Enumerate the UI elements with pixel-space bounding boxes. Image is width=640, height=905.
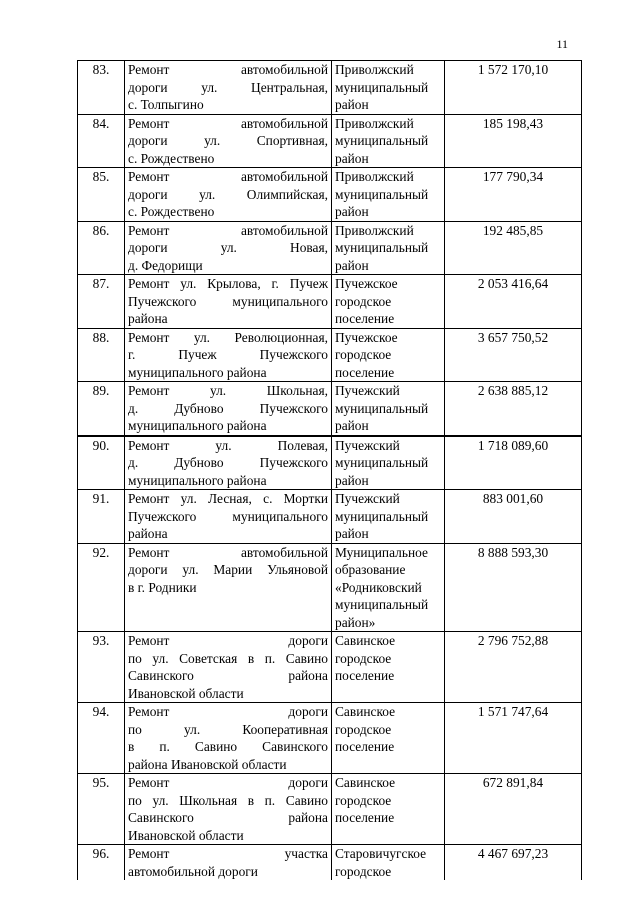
object-name-line: дороги ул. Новая, <box>128 240 328 255</box>
table-row <box>78 61 582 115</box>
object-name-line: Ремонт автомобильной <box>128 169 328 184</box>
object-name <box>125 845 332 881</box>
table-row <box>78 114 582 168</box>
amount: 192 485,85 <box>445 221 582 275</box>
object-name <box>125 168 332 222</box>
object-name-line: Ремонт ул. Крылова, г. Пучеж <box>128 276 328 291</box>
municipality: Пучежский муниципальный район <box>332 436 445 490</box>
object-name-line: по ул. Кооперативная <box>128 721 328 737</box>
row-number: 95. <box>78 774 125 845</box>
object-name-line: муниципального района <box>128 472 267 488</box>
object-name-line: с. Рождествено <box>128 150 215 166</box>
row-number: 83. <box>78 61 125 115</box>
object-name-line: с. Толпыгино <box>128 97 204 112</box>
object-name-line: муниципального района <box>128 418 267 433</box>
municipality: Савинское городское поселение <box>332 774 445 845</box>
table-row <box>78 275 582 329</box>
object-name <box>125 436 332 490</box>
object-name-line: в г. Родники <box>128 579 197 595</box>
object-name-line: района Ивановской области <box>128 756 287 772</box>
object-name-line: Савинского района <box>128 668 328 683</box>
row-number: 87. <box>78 275 125 329</box>
municipality: Приволжский муниципальный район <box>332 221 445 275</box>
table-body <box>78 61 582 881</box>
municipality: Приволжский муниципальный район <box>332 168 445 222</box>
row-number: 85. <box>78 168 125 222</box>
object-name-line: дороги ул. Олимпийская, <box>128 186 328 202</box>
row-number: 91. <box>78 490 125 544</box>
municipality: Пучежское городское поселение <box>332 328 445 382</box>
municipality: Пучежский муниципальный район <box>332 382 445 436</box>
row-number: 88. <box>78 328 125 382</box>
row-number: 86. <box>78 221 125 275</box>
table-row <box>78 543 582 632</box>
row-number: 96. <box>78 845 125 881</box>
object-name-line: дороги ул. Марии Ульяновой <box>128 562 328 577</box>
object-name-line: Ремонт автомобильной <box>128 544 328 560</box>
object-name <box>125 221 332 275</box>
object-name <box>125 328 332 382</box>
object-name <box>125 490 332 544</box>
object-name-line: г. Пучеж Пучежского <box>128 347 328 362</box>
object-name-line: района <box>128 526 168 541</box>
object-name-line: д. Федорищи <box>128 257 203 273</box>
table-row <box>78 168 582 222</box>
object-name <box>125 632 332 703</box>
municipality: Савинское городское поселение <box>332 703 445 774</box>
table-row <box>78 774 582 845</box>
object-name-line: автомобильной дороги <box>128 863 258 879</box>
object-name-line: Ремонт дороги <box>128 775 328 790</box>
object-name-line: муниципального района <box>128 364 267 380</box>
amount: 1 572 170,10 <box>445 61 582 115</box>
object-name-line: по ул. Школьная в п. Савино <box>128 792 328 808</box>
amount: 4 467 697,23 <box>445 845 582 881</box>
road-repair-table <box>77 60 582 880</box>
object-name <box>125 703 332 774</box>
object-name-line: Ремонт ул. Лесная, с. Мортки <box>128 491 328 506</box>
object-name-line: д. Дубново Пучежского <box>128 455 328 470</box>
amount: 3 657 750,52 <box>445 328 582 382</box>
table-row <box>78 221 582 275</box>
object-name <box>125 61 332 115</box>
amount: 2 053 416,64 <box>445 275 582 329</box>
object-name-line: Ремонт ул. Школьная, <box>128 383 328 398</box>
object-name-line: Пучежского муниципального <box>128 293 328 309</box>
object-name <box>125 382 332 436</box>
object-name-line: Ремонт дороги <box>128 704 328 719</box>
object-name-line: д. Дубново Пучежского <box>128 400 328 416</box>
object-name-line: района <box>128 311 168 326</box>
table-row <box>78 328 582 382</box>
object-name-line: в п. Савино Савинского <box>128 739 328 754</box>
row-number: 90. <box>78 436 125 490</box>
amount: 8 888 593,30 <box>445 543 582 632</box>
object-name-line: по ул. Советская в п. Савино <box>128 650 328 666</box>
table-row <box>78 632 582 703</box>
table-row <box>78 382 582 436</box>
row-number: 89. <box>78 382 125 436</box>
object-name-line: Ивановской области <box>128 827 244 843</box>
municipality: Савинское городское поселение <box>332 632 445 703</box>
object-name <box>125 774 332 845</box>
object-name-line: Ремонт ул. Полевая, <box>128 437 328 453</box>
table-row <box>78 703 582 774</box>
amount: 672 891,84 <box>445 774 582 845</box>
table-row <box>78 845 582 881</box>
page-number: 11 <box>556 37 568 51</box>
table-row <box>78 490 582 544</box>
amount: 883 001,60 <box>445 490 582 544</box>
amount: 1 571 747,64 <box>445 703 582 774</box>
object-name-line: с. Рождествено <box>128 204 215 219</box>
object-name-line: Ремонт ул. Революционная, <box>128 329 328 345</box>
amount: 177 790,34 <box>445 168 582 222</box>
object-name-line: дороги ул. Спортивная, <box>128 133 328 148</box>
municipality: Приволжский муниципальный район <box>332 114 445 168</box>
amount: 2 638 885,12 <box>445 382 582 436</box>
object-name <box>125 275 332 329</box>
row-number: 94. <box>78 703 125 774</box>
municipality: Пучежский муниципальный район <box>332 490 445 544</box>
amount: 2 796 752,88 <box>445 632 582 703</box>
municipality: Пучежское городское поселение <box>332 275 445 329</box>
object-name-line: Пучежского муниципального <box>128 508 328 524</box>
object-name-line: Ремонт автомобильной <box>128 222 328 238</box>
row-number: 93. <box>78 632 125 703</box>
object-name-line: Савинского района <box>128 810 328 825</box>
amount: 185 198,43 <box>445 114 582 168</box>
object-name-line: дороги ул. Центральная, <box>128 79 328 95</box>
object-name-line: Ивановской области <box>128 685 244 701</box>
municipality: Приволжский муниципальный район <box>332 61 445 115</box>
row-number: 92. <box>78 543 125 632</box>
object-name-line: Ремонт участка <box>128 846 328 861</box>
object-name-line: Ремонт автомобильной <box>128 62 328 77</box>
row-number: 84. <box>78 114 125 168</box>
table-row <box>78 436 582 490</box>
object-name-line: Ремонт автомобильной <box>128 115 328 131</box>
object-name <box>125 543 332 632</box>
amount: 1 718 089,60 <box>445 436 582 490</box>
municipality: Муниципальное образование «Родниковский муниципальный район» <box>332 543 445 632</box>
municipality: Старовичугское городское <box>332 845 445 881</box>
object-name-line: Ремонт дороги <box>128 633 328 648</box>
object-name <box>125 114 332 168</box>
